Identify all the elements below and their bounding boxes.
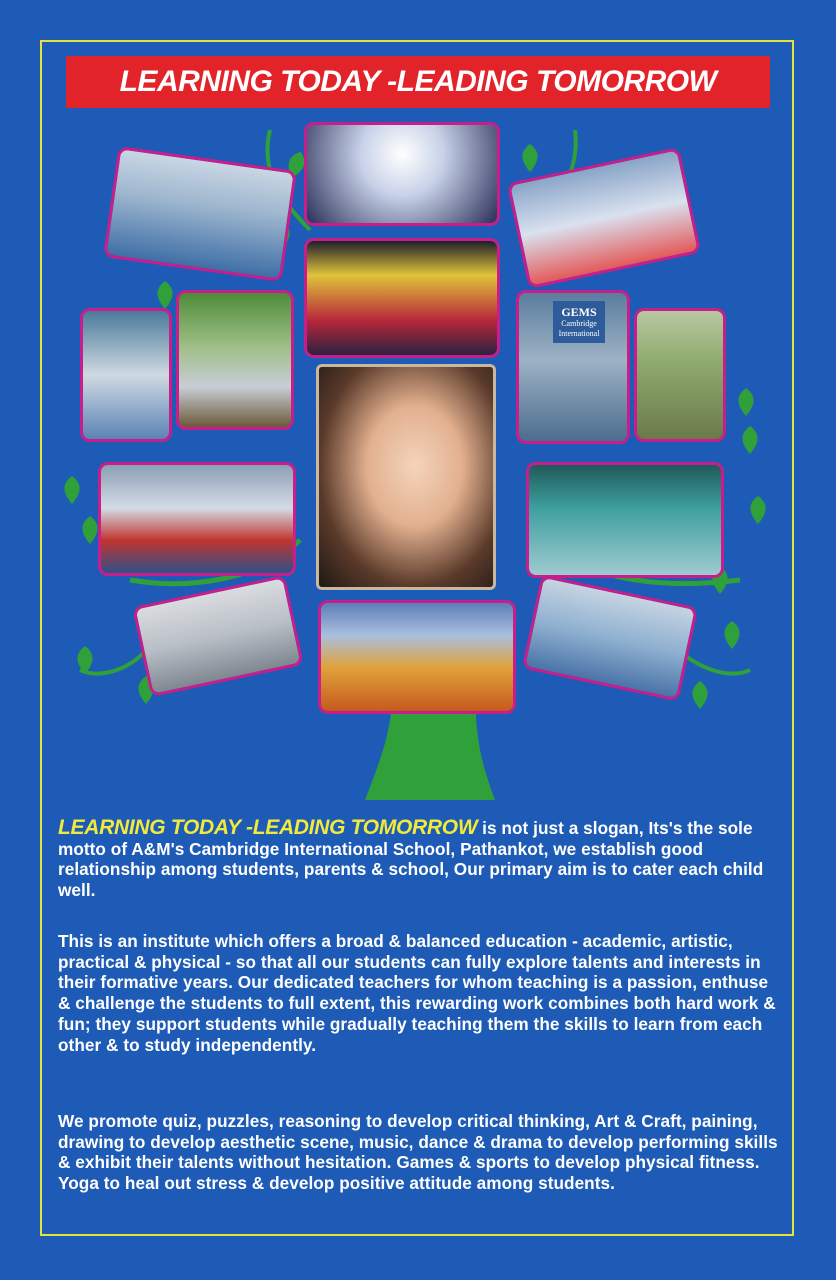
gems-signage [553, 301, 605, 343]
photo-gardening [634, 308, 726, 442]
leaf-icon [724, 621, 739, 649]
leaf-icon [157, 281, 172, 309]
photo-cultural-dance [304, 238, 500, 358]
photo-child-portrait [316, 364, 496, 590]
leaf-icon [692, 681, 707, 709]
leaf-icon [64, 476, 79, 504]
education-paragraph: This is an institute which offers a broad & balanced education - academic, artistic, practical & physical - so that all our students can fully explore talents and interests in their formative years. Our dedicated teachers for whom teaching is a passion, enthuse & challenge the students to full extent, this rewarding work combines both hard work & fun; they support students while gradually teaching them the skills to learn from each other & to study independently. [58, 931, 776, 1055]
leaf-icon [738, 388, 753, 416]
signage-line3: International [558, 329, 600, 338]
photo-lab-activity [526, 462, 724, 578]
signage-line1: GEMS [561, 305, 597, 319]
photo-folk-dance [318, 600, 516, 714]
signage-line2: Cambridge [561, 319, 597, 328]
leaf-icon [742, 426, 757, 454]
leaf-icon [522, 144, 537, 172]
leaf-icon [750, 496, 765, 524]
photo-tree-plantation [176, 290, 294, 430]
intro-paragraph [58, 818, 778, 901]
intro-text: is not just a slogan, Its's the sole motto of A&M's Cambridge International School, Pathankot, we establish good relationship among students, parents & school, Our primary aim is to cater each child well. [58, 818, 764, 901]
photo-trophy [98, 462, 296, 576]
photo-tree [60, 110, 780, 810]
photo-stage-performance [304, 122, 500, 226]
leaf-icon [77, 646, 92, 674]
banner-title: LEARNING TODAY -LEADING TOMORROW [66, 56, 770, 108]
photo-school-building [516, 290, 630, 444]
activities-paragraph: We promote quiz, puzzles, reasoning to develop critical thinking, Art & Craft, paining, drawing to develop aesthetic scene, music, dance & drama to develop performing skills & exhibit their talents without hesitation. Games & sports to develop physical fitness. Yoga to heal out stress & develop positive attitude among students. [58, 1111, 778, 1194]
photo-school-gate [80, 308, 172, 442]
motto-heading: LEARNING TODAY -LEADING TOMORROW [58, 816, 478, 839]
leaf-icon [82, 516, 97, 544]
